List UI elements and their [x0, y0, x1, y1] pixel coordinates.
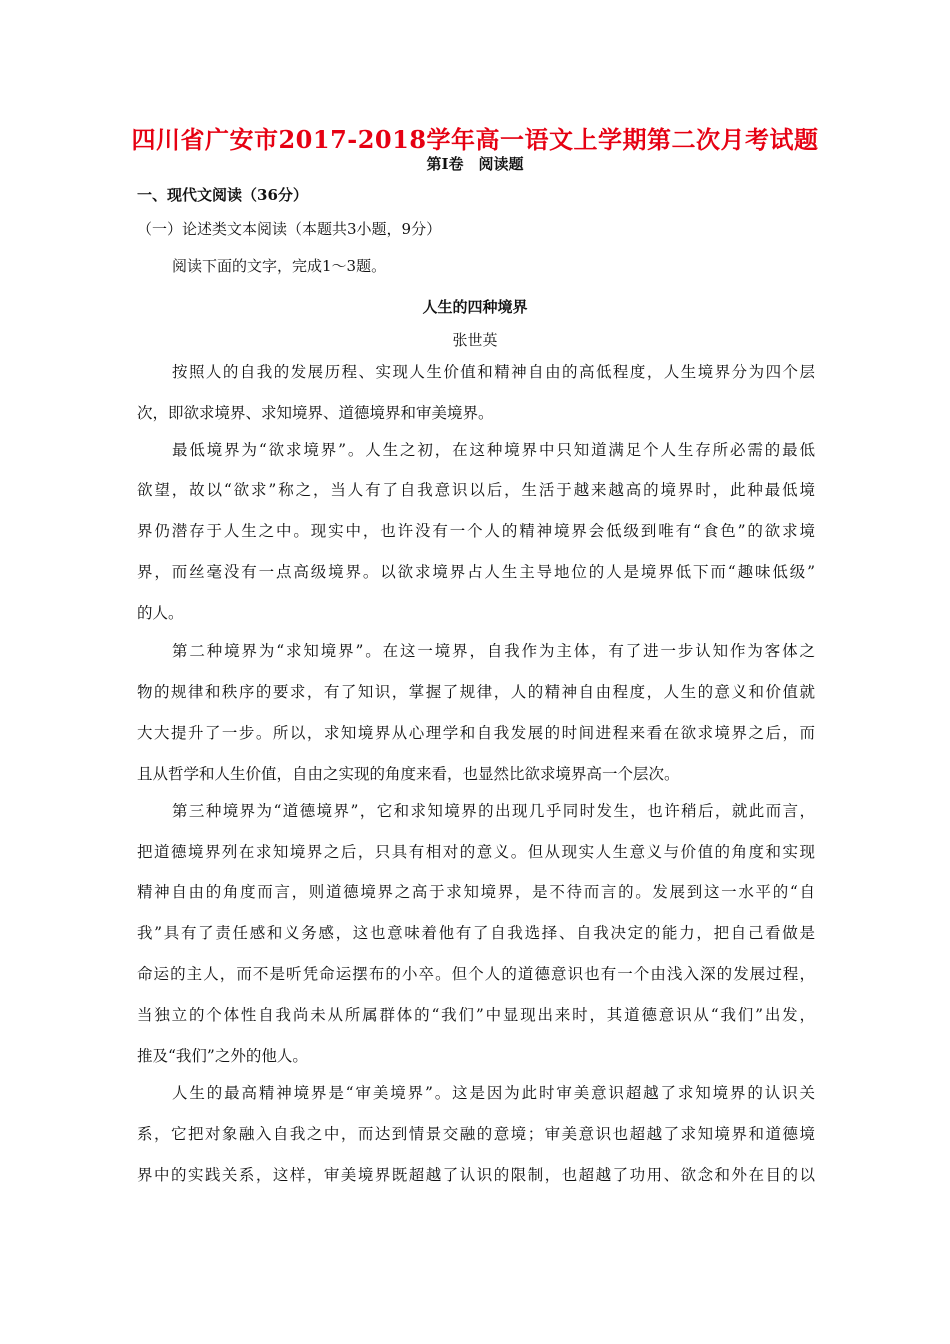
paragraph-line: 的人。 — [137, 604, 184, 622]
article-title: 人生的四种境界 — [422, 298, 528, 316]
paragraph-line: 第二种境界为“求知境界”。在这一境界，自我作为主体，有了进一步认知作为客体之 — [172, 642, 815, 660]
paragraph-line: 物的规律和秩序的要求，有了知识，掌握了规律，人的精神自由程度，人生的意义和价值就 — [137, 683, 815, 701]
paragraph-line: 系，它把对象融入自我之中，而达到情景交融的意境；审美意识也超越了求知境界和道德境 — [137, 1125, 815, 1143]
paragraph-line: 命运的主人，而不是听凭命运摆布的小卒。但个人的道德意识也有一个由浅入深的发展过程， — [137, 965, 815, 983]
article-author: 张世英 — [452, 331, 498, 349]
subsection-heading: （一）论述类文本阅读（本题共3小题，9分） — [137, 220, 442, 238]
paragraph-line: 大大提升了一步。所以，求知境界从心理学和自我发展的时间进程来看在欲求境界之后，而 — [137, 724, 815, 742]
document-title: 四川省广安市2017-2018学年高一语文上学期第二次月考试题 — [131, 125, 819, 154]
paragraph-line: 按照人的自我的发展历程、实现人生价值和精神自由的高低程度，人生境界分为四个层 — [172, 363, 815, 381]
section-heading: 一、现代文阅读（36分） — [137, 186, 308, 204]
paragraph-line: 第三种境界为“道德境界”，它和求知境界的出现几乎同时发生，也许稍后，就此而言， — [172, 802, 815, 820]
reading-instruction: 阅读下面的文字，完成1～3题。 — [172, 257, 387, 275]
paragraph-line: 我”具有了责任感和义务感，这也意味着他有了自我选择、自我决定的能力，把自己看做是 — [137, 924, 815, 942]
paragraph-line: 界中的实践关系，这样，审美境界既超越了认识的限制，也超越了功用、欲念和外在目的以 — [137, 1166, 815, 1184]
paragraph-line: 且从哲学和人生价值，自由之实现的角度来看，也显然比欲求境界高一个层次。 — [137, 765, 680, 783]
paragraph-line: 当独立的个体性自我尚未从所属群体的“我们”中显现出来时，其道德意识从“我们”出发， — [137, 1006, 815, 1024]
paragraph-line: 次，即欲求境界、求知境界、道德境界和审美境界。 — [137, 404, 494, 422]
paragraph-line: 人生的最高精神境界是“审美境界”。这是因为此时审美意识超越了求知境界的认识关 — [172, 1084, 815, 1102]
paragraph-line: 把道德境界列在求知境界之后，只具有相对的意义。但从现实人生意义与价值的角度和实现 — [137, 843, 815, 861]
paragraph-line: 欲望，故以“欲求”称之，当人有了自我意识以后，生活于越来越高的境界时，此种最低境 — [137, 481, 815, 499]
paragraph-line: 界，而丝毫没有一点高级境界。以欲求境界占人生主导地位的人是境界低下而“趣味低级” — [137, 563, 815, 581]
paragraph-line: 界仍潜存于人生之中。现实中，也许没有一个人的精神境界会低级到唯有“食色”的欲求境 — [137, 522, 815, 540]
paragraph-line: 最低境界为“欲求境界”。人生之初，在这种境界中只知道满足个人生存所必需的最低 — [172, 441, 815, 459]
paragraph-line: 推及“我们”之外的他人。 — [137, 1047, 308, 1065]
document-subtitle: 第Ⅰ卷 阅读题 — [426, 155, 524, 173]
paragraph-line: 精神自由的角度而言，则道德境界之高于求知境界，是不待而言的。发展到这一水平的“自 — [137, 883, 815, 901]
